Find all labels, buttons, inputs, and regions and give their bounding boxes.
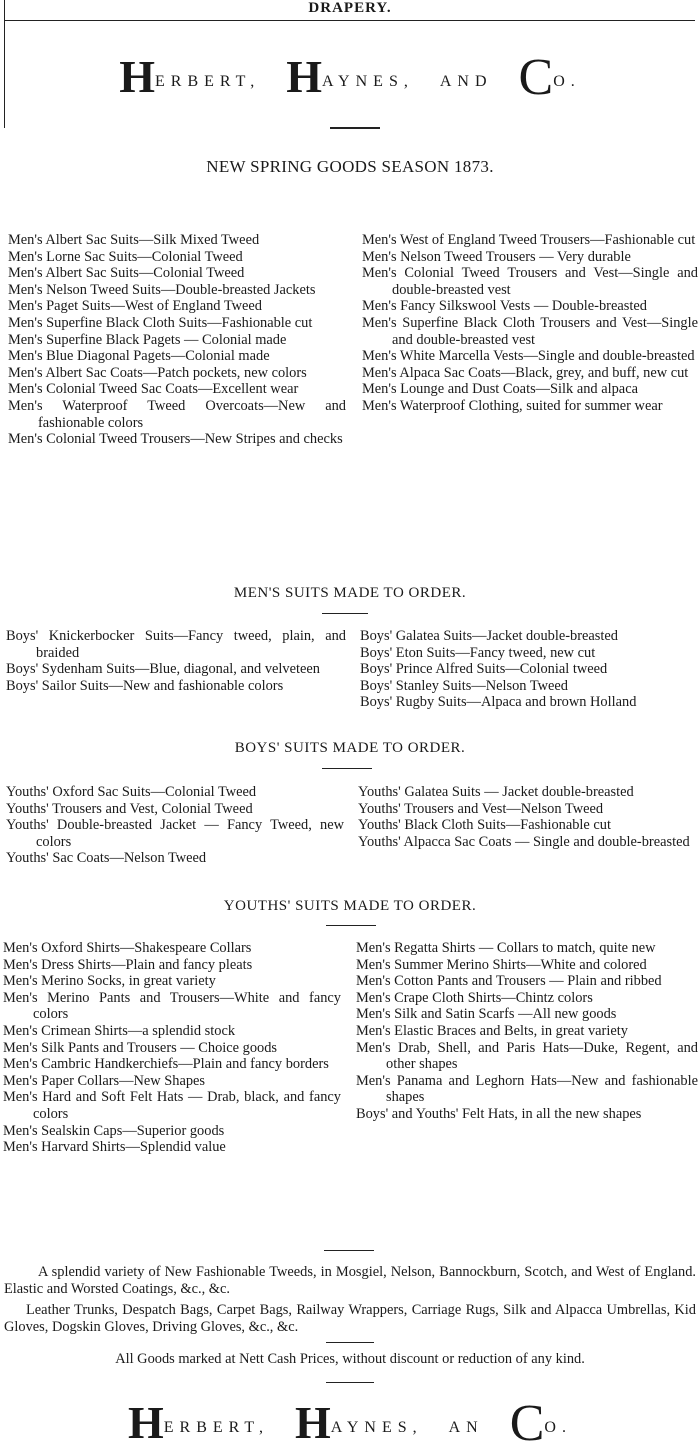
list-item: Men's Waterproof Clothing, suited for summer wear — [362, 397, 663, 414]
firm-initial-c: C — [509, 1395, 545, 1452]
firm-word-an: AN — [448, 1419, 484, 1436]
list-item: Men's Sealskin Caps—Superior goods — [3, 1122, 225, 1139]
youths-left-column — [6, 784, 344, 867]
firm-word-and: AND — [439, 73, 493, 90]
list-item: Men's Nelson Tweed Trousers — Very durable — [362, 248, 631, 265]
firm-initial-h2: H — [286, 51, 322, 102]
list-item: Youths' Oxford Sac Suits—Colonial Tweed — [6, 784, 257, 800]
leather-text: Leather Trunks, Despatch Bags, Carpet Bags, Railway Wrappers, Carriage Rugs, Silk and Alpacca Umbrellas, Kid Gloves, Dogskin Gloves, Driving Gloves, &c., &c. — [4, 1302, 696, 1335]
list-item: Men's Alpaca Sac Coats—Black, grey, and buff, new cut — [362, 364, 689, 381]
list-item: Men's Colonial Tweed Trousers—New Stripes and checks — [8, 431, 343, 448]
tweeds-text: A splendid variety of New Fashionable Tweeds, in Mosgiel, Nelson, Bannockburn, Scotch, and West of England. Elastic and Worsted Coatings, &c., &c. — [4, 1264, 696, 1297]
list-item: Men's Nelson Tweed Suits—Double-breasted Jackets — [8, 281, 316, 298]
list-item: Men's Dress Shirts—Plain and fancy pleats — [3, 956, 253, 973]
firm-word-co: O. — [544, 1419, 572, 1436]
firm-word-herbert: ERBERT, — [163, 1419, 269, 1436]
divider-rule — [322, 768, 372, 769]
firm-name-bottom — [0, 1395, 700, 1452]
list-item: Youths' Black Cloth Suits—Fashionable cut — [358, 817, 611, 834]
list-item: Men's Albert Sac Suits—Silk Mixed Tweed — [8, 232, 260, 248]
list-item: Men's Summer Merino Shirts—White and colored — [356, 956, 647, 973]
list-item: Men's Cambric Handkerchiefs—Plain and fancy borders — [3, 1056, 329, 1073]
firm-initial-h1: H — [119, 51, 155, 102]
list-item: Men's Blue Diagonal Pagets—Colonial made — [8, 348, 270, 365]
divider-rule — [326, 1342, 374, 1343]
nett-paragraph — [0, 1351, 700, 1368]
mens-right-column — [362, 232, 698, 415]
list-item: Youths' Sac Coats—Nelson Tweed — [6, 850, 207, 867]
list-item: Men's Superfine Black Cloth Suits—Fashionable cut — [8, 314, 313, 331]
list-item: Men's Elastic Braces and Belts, in great variety — [356, 1022, 628, 1039]
firm-initial-h2: H — [294, 1397, 331, 1448]
list-item: Boys' Rugby Suits—Alpaca and brown Holland — [360, 694, 637, 711]
list-item: Men's Silk and Satin Scarfs —All new goods — [356, 1006, 617, 1023]
list-item: Men's Superfine Black Cloth Trousers and Vest—Single and double-breasted vest — [362, 314, 698, 348]
shirts-right-column — [356, 940, 698, 1123]
list-item: Boys' Galatea Suits—Jacket double-breasted — [360, 628, 618, 644]
list-item: Men's Crape Cloth Shirts—Chintz colors — [356, 989, 593, 1006]
list-item: Boys' Knickerbocker Suits—Fancy tweed, plain, and braided — [6, 628, 346, 661]
list-item: Boys' Eton Suits—Fancy tweed, new cut — [360, 644, 596, 661]
list-item: Youths' Trousers and Vest, Colonial Tweed — [6, 800, 253, 817]
divider-rule — [322, 613, 368, 614]
firm-initial-h1: H — [128, 1397, 164, 1448]
firm-word-haynes: AYNES, — [321, 73, 414, 90]
list-item: Men's Fancy Silkswool Vests — Double-breasted — [362, 298, 647, 315]
season-title: NEW SPRING GOODS SEASON 1873. — [206, 157, 494, 176]
firm-word-herbert: ERBERT, — [155, 73, 261, 90]
list-item: Men's Albert Sac Suits—Colonial Tweed — [8, 265, 245, 282]
list-item: Boys' and Youths' Felt Hats, in all the new shapes — [356, 1105, 642, 1122]
leather-paragraph — [0, 1302, 700, 1336]
tweeds-paragraph — [0, 1264, 700, 1298]
list-item: Men's Silk Pants and Trousers — Choice goods — [3, 1039, 278, 1056]
list-item: Men's Paper Collars—New Shapes — [3, 1072, 206, 1089]
list-item: Men's Lounge and Dust Coats—Silk and alpaca — [362, 381, 638, 398]
firm-word-haynes: AYNES, — [330, 1419, 423, 1436]
firm-initial-c: C — [518, 49, 554, 106]
list-item: Men's Waterproof Tweed Overcoats—New and fashionable colors — [8, 397, 346, 431]
list-item: Men's Harvard Shirts—Splendid value — [3, 1139, 226, 1156]
list-item: Men's Drab, Shell, and Paris Hats—Duke, Regent, and other shapes — [356, 1039, 698, 1073]
top-rule — [5, 20, 695, 21]
divider-rule — [330, 127, 380, 129]
list-item: Men's Oxford Shirts—Shakespeare Collars — [3, 940, 252, 956]
youths-section-heading: YOUTHS' SUITS MADE TO ORDER. — [223, 898, 477, 914]
divider-rule — [326, 1382, 374, 1383]
list-item: Men's Merino Socks, in great variety — [3, 973, 216, 990]
list-item: Men's Panama and Leghorn Hats—New and fashionable shapes — [356, 1072, 698, 1106]
list-item: Men's Paget Suits—West of England Tweed — [8, 298, 262, 315]
list-item: Men's Merino Pants and Trousers—White and fancy colors — [3, 989, 341, 1023]
youths-right-column — [358, 784, 698, 850]
firm-word-co: O. — [553, 73, 581, 90]
list-item: Men's Colonial Tweed Sac Coats—Excellent wear — [8, 381, 299, 398]
list-item: Men's Albert Sac Coats—Patch pockets, new colors — [8, 364, 307, 381]
mens-left-column — [8, 232, 346, 448]
list-item: Men's Superfine Black Pagets — Colonial made — [8, 331, 287, 348]
list-item: Men's White Marcella Vests—Single and double-breasted — [362, 348, 695, 365]
list-item: Youths' Double-breasted Jacket — Fancy Tweed, new colors — [6, 817, 344, 850]
divider-rule — [324, 1250, 374, 1251]
list-item: Men's Colonial Tweed Trousers and Vest—Single and double-breasted vest — [362, 265, 698, 298]
divider-rule — [326, 925, 376, 926]
boys-right-column — [360, 628, 698, 711]
mens-section-heading: MEN'S SUITS MADE TO ORDER. — [233, 585, 467, 601]
nett-text: All Goods marked at Nett Cash Prices, without discount or reduction of any kind. — [115, 1351, 585, 1367]
list-item: Men's Lorne Sac Suits—Colonial Tweed — [8, 248, 243, 265]
category-heading: DRAPERY. — [308, 0, 392, 16]
list-item: Boys' Sailor Suits—New and fashionable colors — [6, 677, 284, 694]
list-item: Boys' Stanley Suits—Nelson Tweed — [360, 677, 568, 694]
list-item: Boys' Prince Alfred Suits—Colonial tweed — [360, 661, 608, 678]
shirts-left-column — [3, 940, 341, 1156]
list-item: Men's West of England Tweed Trousers—Fashionable cut — [362, 232, 696, 248]
list-item: Men's Regatta Shirts — Collars to match, quite new — [356, 940, 656, 956]
list-item: Men's Hard and Soft Felt Hats — Drab, black, and fancy colors — [3, 1089, 341, 1122]
firm-name-top — [0, 49, 700, 106]
boys-left-column — [6, 628, 346, 694]
list-item: Men's Crimean Shirts—a splendid stock — [3, 1022, 236, 1039]
list-item: Men's Cotton Pants and Trousers — Plain and ribbed — [356, 973, 662, 990]
list-item: Boys' Sydenham Suits—Blue, diagonal, and velveteen — [6, 661, 320, 678]
boys-section-heading: BOYS' SUITS MADE TO ORDER. — [234, 740, 466, 756]
list-item: Youths' Alpacca Sac Coats — Single and double-breasted — [358, 833, 690, 850]
list-item: Youths' Galatea Suits — Jacket double-breasted — [358, 784, 634, 800]
list-item: Youths' Trousers and Vest—Nelson Tweed — [358, 800, 604, 817]
